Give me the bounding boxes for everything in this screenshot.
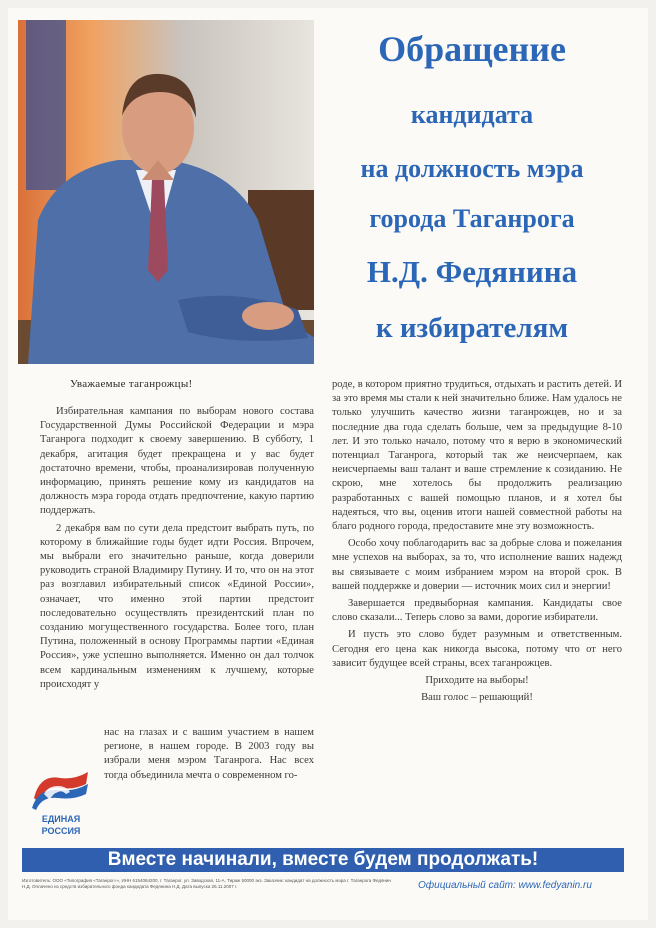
title-line-4: города Таганрога (369, 204, 575, 233)
official-site (418, 880, 628, 891)
paragraph: Особо хочу поблагодарить вас за добрые слова и пожелания мне успехов на выборах, за то, что исполнение ваших надежд вы связываете с моим избранием мэром на второй срок. В вашей поддержке и доверии — источник моих сил и энергии! (332, 538, 622, 592)
candidate-name: Н.Д. Федянина (366, 254, 578, 289)
paragraph: И пусть это слово будет разумным и ответственным. Сегодня его цена как никогда высока, потому что от него зависит будущее всей страны, всех таганрожцев. (332, 629, 622, 669)
logo-text-2: РОССИЯ (41, 826, 81, 836)
bear-flag-icon (30, 768, 92, 812)
paragraph: Завершается предвыборная кампания. Кандидаты свое слово сказали... Теперь слово за вами, дорогие избиратели. (332, 598, 622, 624)
paragraph: нас на глазах и с вашим участием в нашем регионе, в нашем городе. В 2003 году вы избрали меня мэром Таганрога. Нас всех тогда объединила мечта о современном го- (104, 727, 314, 781)
united-russia-logo (30, 768, 92, 844)
imprint-text: Изготовитель: ООО «Типография «Таганрог»», ИНН 6154064200, г. Таганрог, ул. Заводская, 11-А. Тираж 50000 экз. Заказчик: кандидат на должность мэра г. Таганрога Федянин Н.Д. Оплачено из средств избирательного фонда кандидата Федянина Н.Д. Дата выпуска 26.11.2007 г. (22, 878, 391, 889)
site-url[interactable]: www.fedyanin.ru (518, 880, 592, 891)
letter-right-column (332, 378, 622, 848)
letter-left-continuation (104, 726, 314, 842)
paragraph: Избирательная кампания по выборам нового состава Государственной Думы Российской Федерации и мэра Таганрога подходит к своему завершению. В субботу, 1 декабря, агитация будет прекращена и у вас будет достаточно времени, чтобы, проанализировав полученную информацию, принять решение кому из кандидатов на должность мэра города отдать предпочтение, какую партию поддержать. (40, 406, 314, 517)
closing-call: Приходите на выборы! (425, 675, 529, 687)
title-line-6: к избирателям (375, 312, 569, 344)
closing-signature: Ваш голос – решающий! (421, 692, 533, 704)
paragraph: роде, в котором приятно трудиться, отдыхать и растить детей. И за это время мы стали к ней значительно ближе. Нам удалось не только улучшить качество жизни таганрожцев, но и за последние два года сделать больше, чем за предыдущие 8-10 лет. И это только начало, потому что я верю в экономический потенциал Таганрога, который так же неисчерпаем, как неисчерпаемы ваш талант и ваше стремление к созиданию. Не скрою, мне хотелось бы продолжить реализацию разработанных с вашей помощью планов, и я хотел бы надеяться, что вы, оценив итоги нашей совместной работы на благо родного города, предоставите мне эту возможность. (332, 379, 622, 533)
title-line-3: на должность мэра (360, 154, 584, 183)
site-label: Официальный сайт: (418, 880, 516, 891)
letter-left-column (40, 405, 314, 725)
logo-text-1: ЕДИНАЯ (41, 814, 81, 824)
slogan-banner: Вместе начинали, вместе будем продолжать! (22, 848, 624, 872)
title-line-2: кандидата (410, 100, 534, 129)
paragraph: 2 декабря вам по сути дела предстоит выбрать путь, по которому в ближайшие годы будет идти Россия. Впрочем, мы выбрали его значительно раньше, когда доверили руководить страной Владимиру Путину. И то, что он на этот раз возглавил избирательный список «Единой России», означает, что именно этой партии предстоит последовательно осуществлять президентский план по созданию могущественного государства. Более того, план Путина, положенный в основу Программы партии «Единая Россия», уже успешно выполняется. Именно он дал толчок всем кардинальным изменениям к лучшему, которые происходят у (40, 522, 314, 690)
candidate-photo (18, 20, 314, 364)
title-line-1: Обращение (378, 29, 566, 69)
greeting: Уважаемые таганрожцы! (70, 378, 193, 390)
